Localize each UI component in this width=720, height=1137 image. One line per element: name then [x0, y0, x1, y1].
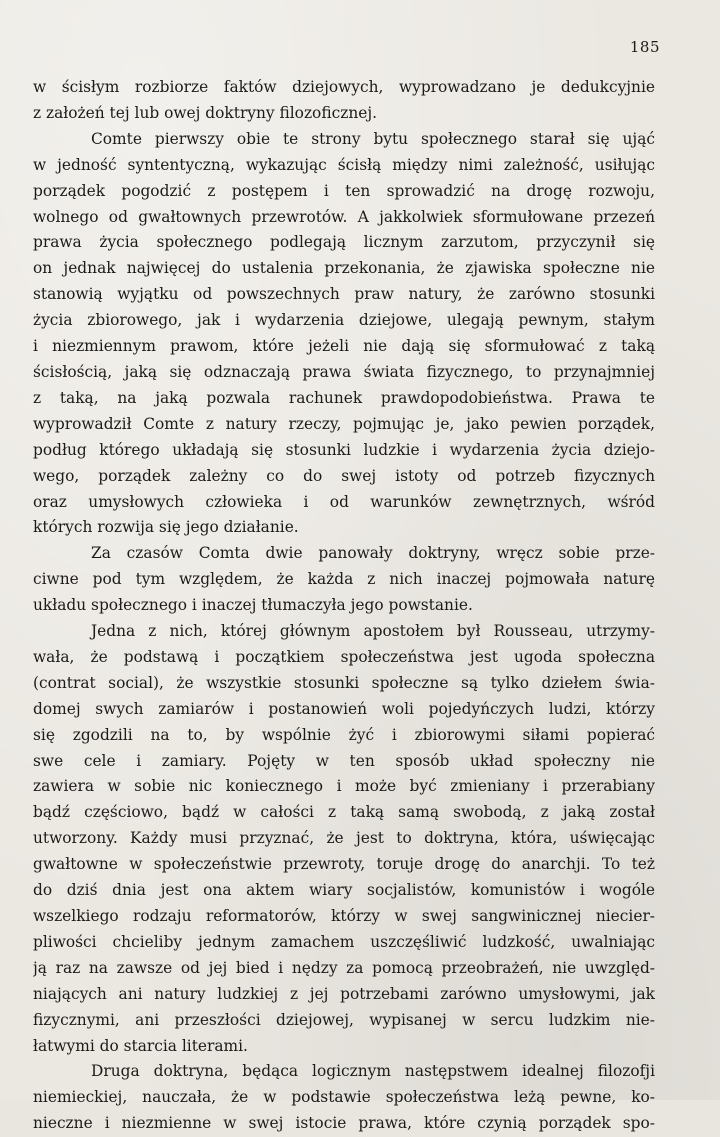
text-line: z założeń tej lub owej doktryny filozoficznej.: [33, 103, 377, 122]
text-line: ją raz na zawsze od jej bied i nędzy za pomocą przeobrażeń, nie uwzględ-: [33, 958, 655, 977]
text-line: wyprowadził Comte z natury rzeczy, pojmując je, jako pewien porządek,: [33, 414, 655, 433]
text-line: Druga doktryna, będąca logicznym następstwem idealnej filozofji: [91, 1062, 655, 1081]
text-line: stanowią wyjątku od powszechnych praw natury, że zarówno stosunki: [33, 285, 655, 304]
text-line: prawa życia społecznego podlegają licznym zarzutom, przyczynił się: [33, 233, 655, 252]
text-line: Za czasów Comta dwie panowały doktryny, wręcz sobie prze-: [91, 544, 655, 563]
text-line: pliwości chcieliby jednym zamachem uszczęśliwić ludzkość, uwalniając: [33, 932, 655, 951]
text-line: łatwymi do starcia literami.: [33, 1036, 248, 1055]
text-line: w jedność syntentyczną, wykazując ścisłą między nimi zależność, usiłując: [33, 155, 655, 174]
text-line: utworzony. Każdy musi przyznać, że jest to doktryna, która, uświęcając: [33, 829, 655, 848]
text-line: bądź częściowo, bądź w całości z taką samą swobodą, z jaką został: [33, 803, 655, 822]
text-line: porządek pogodzić z postępem i ten sprowadzić na drogę rozwoju,: [33, 181, 655, 200]
text-line: wolnego od gwałtownych przewrotów. A jakkolwiek sformułowane przezeń: [33, 207, 655, 226]
text-line: wszelkiego rodzaju reformatorów, którzy w swej sangwinicznej niecier-: [33, 907, 655, 925]
text-line: niających ani natury ludzkiej z jej potrzebami zarówno umysłowymi, jak: [33, 984, 655, 1003]
text-line: do dziś dnia jest ona aktem wiary socjalistów, komunistów i wogóle: [33, 881, 655, 900]
text-line: z taką, na jaką pozwala rachunek prawdopodobieństwa. Prawa te: [33, 388, 655, 407]
text-line: życia zbiorowego, jak i wydarzenia dziejowe, ulegają pewnym, stałym: [33, 311, 655, 330]
text-line: Jedna z nich, której głównym apostołem był Rousseau, utrzymy-: [91, 622, 655, 641]
text-line: Comte pierwszy obie te strony bytu społecznego starał się ująć: [91, 129, 655, 148]
text-line: on jednak najwięcej do ustalenia przekonania, że zjawiska społeczne nie: [33, 259, 655, 278]
text-line: w ścisłym rozbiorze faktów dziejowych, wyprowadzano je dedukcyjnie: [33, 78, 655, 96]
page-number: 185: [629, 38, 660, 56]
text-line: podług którego układają się stosunki ludzkie i wydarzenia życia dziejo-: [33, 440, 655, 459]
text-line: się zgodzili na to, by wspólnie żyć i zbiorowymi siłami popierać: [33, 725, 655, 744]
text-line: ciwne pod tym względem, że każda z nich inaczej pojmowała naturę: [33, 570, 655, 589]
text-line: zawiera w sobie nic koniecznego i może być zmieniany i przerabiany: [33, 777, 655, 796]
text-line: gwałtowne w społeczeństwie przewroty, toruje drogę do anarchji. To też: [33, 855, 655, 874]
text-line: niemieckiej, nauczała, że w podstawie społeczeństwa leżą pewne, ko-: [33, 1088, 655, 1107]
text-line: ścisłością, jaką się odznaczają prawa świata fizycznego, to przynajmniej: [33, 362, 655, 381]
body-text: [33, 75, 655, 1137]
text-line: oraz umysłowych człowieka i od warunków zewnętrznych, wśród: [33, 492, 655, 511]
text-line: nieczne i niezmienne w swej istocie prawa, które czynią porządek spo-: [33, 1114, 655, 1133]
text-line: wała, że podstawą i początkiem społeczeństwa jest ugoda społeczna: [33, 647, 655, 666]
text-line: fizycznymi, ani przeszłości dziejowej, wypisanej w sercu ludzkim nie-: [33, 1010, 655, 1029]
text-line: i niezmiennym prawom, które jeżeli nie dają się sformułować z taką: [33, 337, 655, 356]
text-line: układu społecznego i inaczej tłumaczyła jego powstanie.: [33, 596, 473, 615]
text-line: domej swych zamiarów i postanowień woli pojedyńczych ludzi, którzy: [33, 699, 655, 718]
text-line: wego, porządek zależny co do swej istoty od potrzeb fizycznych: [33, 466, 655, 485]
text-line: których rozwija się jego działanie.: [33, 518, 299, 537]
text-line: swe cele i zamiary. Pojęty w ten sposób układ społeczny nie: [33, 751, 655, 770]
text-line: (contrat social), że wszystkie stosunki społeczne są tylko dziełem świa-: [33, 673, 655, 692]
